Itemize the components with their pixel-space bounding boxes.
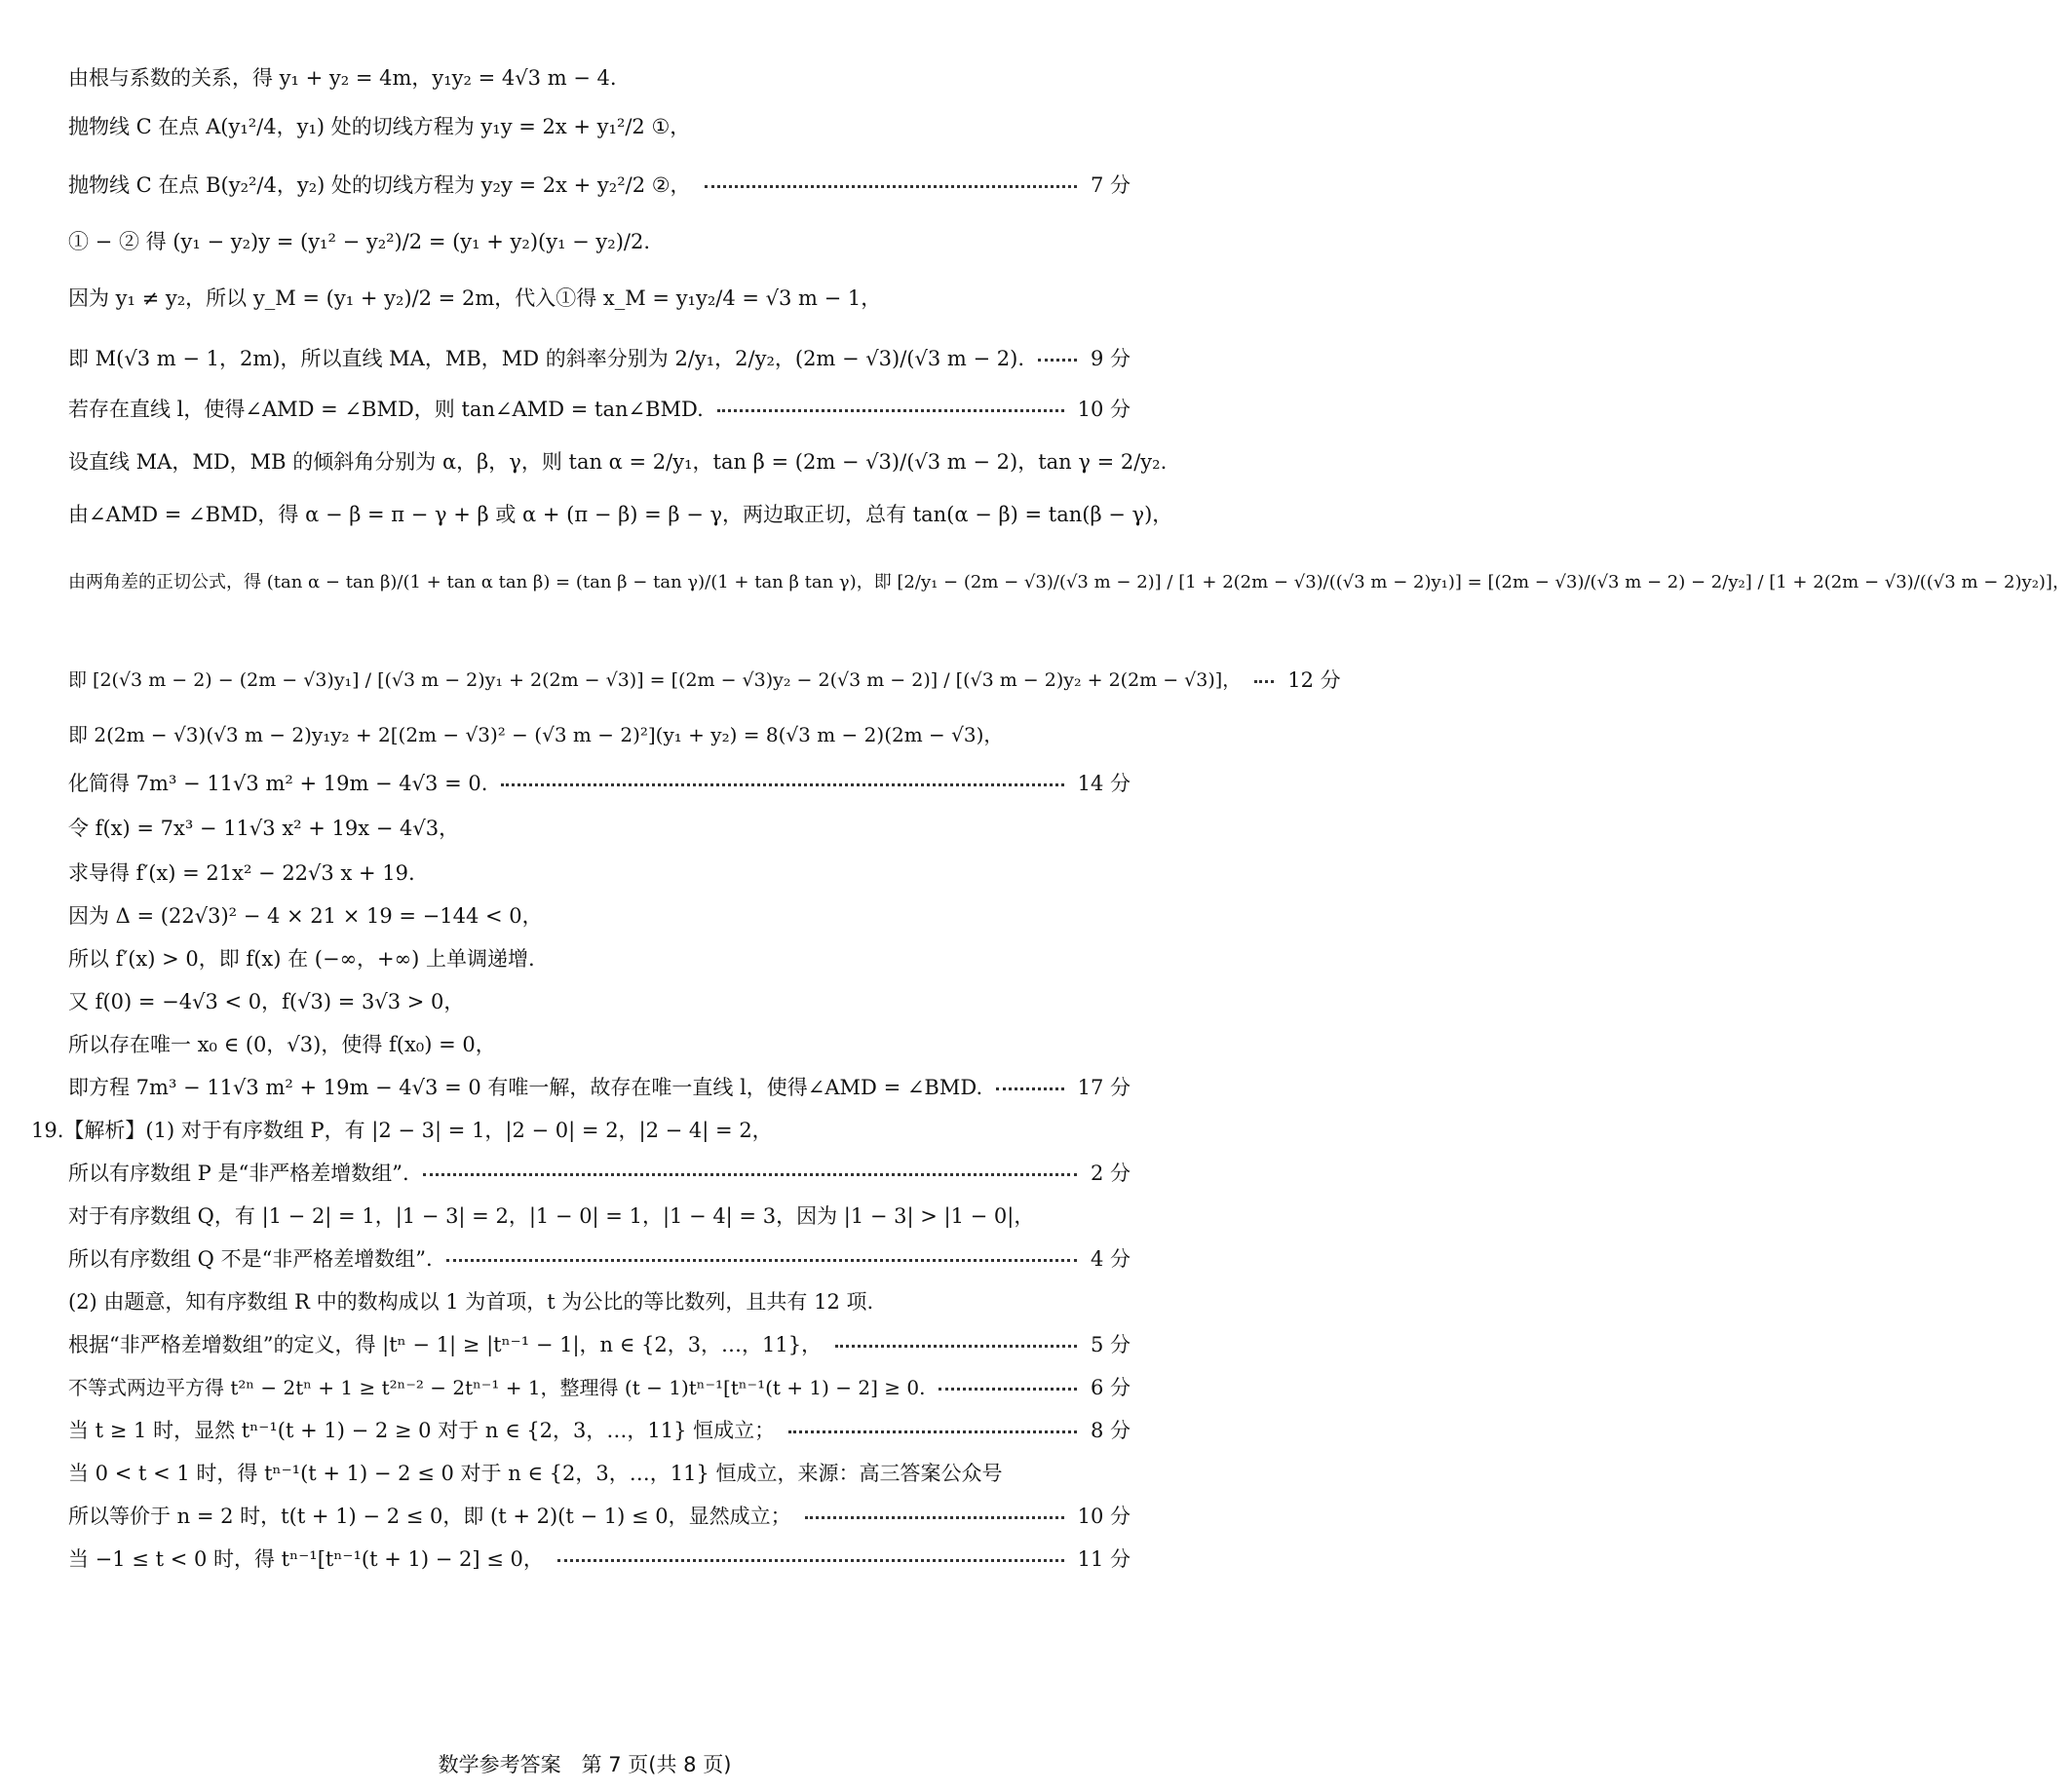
dot-leader [1254,678,1274,683]
score-label: 11 分 [1077,1547,1131,1571]
dot-leader [939,1386,1076,1391]
dot-leader [1038,357,1077,362]
text-line: 即方程 7m³ − 11√3 m² + 19m − 4√3 = 0 有唯一解，故存在唯一直线 l，使得∠AMD = ∠BMD. 17 分 [68,1076,1131,1099]
text-line: 所以 f′(x) > 0，即 f(x) 在 (−∞，+∞) 上单调递增. [68,947,535,971]
score-label: 8 分 [1090,1419,1131,1442]
score-label: 10 分 [1077,398,1131,421]
text-line: 若存在直线 l，使得∠AMD = ∠BMD，则 tan∠AMD = tan∠BMD. 10 分 [68,398,1131,421]
dot-leader [835,1343,1077,1348]
score-label: 7 分 [1090,173,1131,197]
text-line: 由∠AMD = ∠BMD，得 α − β = π − γ + β 或 α + (π − β) = β − γ，两边取正切，总有 tan(α − β) = tan(β − γ)， [68,503,1173,526]
text-line: 当 0 < t < 1 时，得 tⁿ⁻¹(t + 1) − 2 ≤ 0 对于 n ∈ {2，3，…，11} 恒成立，来源：高三答案公众号 [68,1462,1003,1485]
dot-leader [446,1257,1077,1262]
page-footer: 数学参考答案 第 7 页(共 8 页) [438,1753,732,1776]
text-line: 求导得 f′(x) = 21x² − 22√3 x + 19. [68,861,415,885]
text-line: 所以存在唯一 x₀ ∈ (0，√3)，使得 f(x₀) = 0， [68,1033,496,1056]
dot-leader [996,1086,1063,1090]
dot-leader [423,1171,1077,1176]
text-line: 化简得 7m³ − 11√3 m² + 19m − 4√3 = 0. 14 分 [68,772,1131,795]
text-line: 不等式两边平方得 t²ⁿ − 2tⁿ + 1 ≥ t²ⁿ⁻² − 2tⁿ⁻¹ + 1，整理得 (t − 1)tⁿ⁻¹[tⁿ⁻¹(t + 1) − 2] ≥ 0. 6 分 [68,1376,1131,1399]
text-line: 因为 y₁ ≠ y₂，所以 y_M = (y₁ + y₂)/2 = 2m，代入①得 x_M = y₁y₂/4 = √3 m − 1， [68,286,882,310]
dot-leader [501,782,1063,786]
text-line: 即 2(2m − √3)(√3 m − 2)y₁y₂ + 2[(2m − √3)² − (√3 m − 2)²](y₁ + y₂) = 8(√3 m − 2)(2m − √3)， [68,723,1004,746]
text-line: 19.【解析】(1) 对于有序数组 P，有 |2 − 3| = 1，|2 − 0| = 2，|2 − 4| = 2， [31,1119,773,1142]
dot-leader [705,183,1077,188]
text-line: 设直线 MA，MD，MB 的倾斜角分别为 α，β，γ，则 tan α = 2/y₁，tan β = (2m − √3)/(√3 m − 2)，tan γ = 2/y₂. [68,450,1168,474]
text-line: 当 t ≥ 1 时，显然 tⁿ⁻¹(t + 1) − 2 ≥ 0 对于 n ∈ {2，3，…，11} 恒成立； 8 分 [68,1419,1131,1442]
score-label: 6 分 [1090,1376,1131,1399]
dot-leader [557,1557,1064,1562]
text-line: 由两角差的正切公式，得 (tan α − tan β)/(1 + tan α tan β) = (tan β − tan γ)/(1 + tan β tan γ)，即 [2/y₁ − (2m − √3)/(√3 m − 2)] / [1 + 2(2m − √3)/((√3 m − 2)y₁)] = [(2m − √3)/(√3 m − 2) − 2/y₂] / [1 + 2(2m − √3)/((√3 m − 2)y₂)]， [68,572,2070,592]
text-line: 所以有序数组 P 是“非严格差增数组”. 2 分 [68,1162,1131,1185]
dot-leader [788,1429,1077,1433]
text-line: 即 [2(√3 m − 2) − (2m − √3)y₁] / [(√3 m − 2)y₁ + 2(2m − √3)] = [(2m − √3)y₂ − 2(√3 m − 2)] / [(√3 m − 2)y₂ + 2(2m − √3)]， 12 分 [68,665,1131,696]
dot-leader [805,1514,1064,1519]
score-label: 17 分 [1077,1076,1131,1099]
text-line: 当 −1 ≤ t < 0 时，得 tⁿ⁻¹[tⁿ⁻¹(t + 1) − 2] ≤ 0， 11 分 [68,1547,1131,1571]
score-label: 14 分 [1077,772,1131,795]
text-line: 由根与系数的关系，得 y₁ + y₂ = 4m，y₁y₂ = 4√3 m − 4. [68,66,617,90]
score-label: 2 分 [1090,1162,1131,1185]
text-line: 令 f(x) = 7x³ − 11√3 x² + 19x − 4√3， [68,817,460,840]
text-line: 又 f(0) = −4√3 < 0，f(√3) = 3√3 > 0， [68,990,465,1013]
text-line: 抛物线 C 在点 B(y₂²/4，y₂) 处的切线方程为 y₂y = 2x + y₂²/2 ②， 7 分 [68,170,1131,201]
score-label: 5 分 [1090,1333,1131,1356]
text-line: 根据“非严格差增数组”的定义，得 |tⁿ − 1| ≥ |tⁿ⁻¹ − 1|，n ∈ {2，3，…，11}， 5 分 [68,1333,1131,1356]
text-line: 对于有序数组 Q，有 |1 − 2| = 1，|1 − 3| = 2，|1 − 0| = 1，|1 − 4| = 3，因为 |1 − 3| > |1 − 0|， [68,1204,1035,1228]
text-line: 所以等价于 n = 2 时，t(t + 1) − 2 ≤ 0，即 (t + 2)(t − 1) ≤ 0，显然成立； 10 分 [68,1505,1131,1528]
text-line: 所以有序数组 Q 不是“非严格差增数组”. 4 分 [68,1247,1131,1271]
text-line: 即 M(√3 m − 1，2m)，所以直线 MA，MB，MD 的斜率分别为 2/y₁，2/y₂，(2m − √3)/(√3 m − 2). 9 分 [68,343,1131,374]
text-line: 因为 Δ = (22√3)² − 4 × 21 × 19 = −144 < 0， [68,904,543,928]
text-line: ① − ② 得 (y₁ − y₂)y = (y₁² − y₂²)/2 = (y₁ + y₂)(y₁ − y₂)/2. [68,230,651,253]
text-line: 抛物线 C 在点 A(y₁²/4，y₁) 处的切线方程为 y₁y = 2x + y₁²/2 ①， [68,115,691,138]
score-label: 9 分 [1090,347,1131,370]
text-line: (2) 由题意，知有序数组 R 中的数构成以 1 为首项，t 为公比的等比数列，且共有 12 项. [68,1290,874,1314]
score-label: 10 分 [1077,1505,1131,1528]
score-label: 12 分 [1287,668,1341,692]
dot-leader [717,407,1064,412]
score-label: 4 分 [1090,1247,1131,1271]
